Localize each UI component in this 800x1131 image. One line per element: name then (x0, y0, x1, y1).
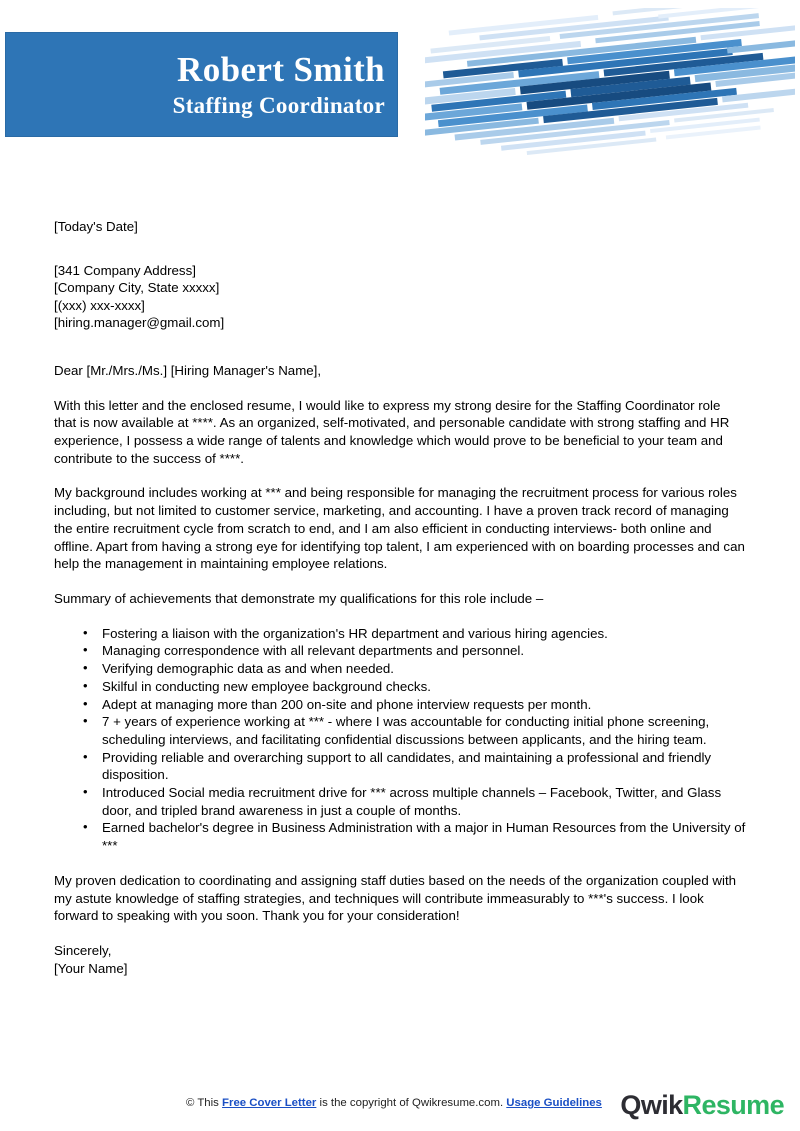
free-cover-letter-link[interactable]: Free Cover Letter (222, 1097, 317, 1109)
candidate-name: Robert Smith (177, 49, 385, 89)
paragraph-closing: My proven dedication to coordinating and assigning staff duties based on the needs of the organization coupled with my astute knowledge of staffing strategies, and techniques will contribute immeasurably to ***'s success. I look forward to speaking with you soon. Thank you for your consideration! (54, 872, 737, 924)
logo-text-resume: Resume (682, 1090, 784, 1120)
paragraph-background: My background includes working at *** and being responsible for managing the recruitment process for various roles including, but not limited to customer service, marketing, and accounting. I have a proven track record of managing the entire recruitment cycle from scratch to end, and I am also efficient in conducting interviews- both online and offline. Apart from having a strong eye for identifying top talent, I am experienced with on boarding processes and can help the management in maintaining employee relations. (54, 485, 745, 572)
copyright-prefix: © This (186, 1097, 223, 1109)
list-item: • Adept at managing more than 200 on-site and phone interview requests per month. (54, 696, 746, 714)
list-item: • Providing reliable and overarching support to all candidates, and maintaining a professional and friendly disposition. (54, 749, 746, 784)
list-item: • Verifying demographic data as and when needed. (54, 660, 746, 678)
signature-placeholder: [Your Name] (54, 960, 128, 976)
date-placeholder: [Today's Date] (54, 219, 138, 234)
logo-text-qwik: Qwik (620, 1090, 683, 1120)
qwikresume-logo[interactable] (620, 1090, 784, 1121)
recipient-address-line: [341 Company Address] (54, 262, 196, 278)
copyright-notice (186, 1097, 602, 1109)
candidate-job-title: Staffing Coordinator (172, 92, 385, 118)
copyright-middle: is the copyright of Qwikresume.com. (316, 1097, 507, 1109)
usage-guidelines-link[interactable]: Usage Guidelines (506, 1097, 602, 1109)
sign-off: Sincerely, (54, 942, 112, 958)
achievements-intro: Summary of achievements that demonstrate my qualifications for this role include – (54, 591, 544, 606)
recipient-city-line: [Company City, State xxxxx] (54, 280, 220, 296)
list-item: • Fostering a liaison with the organization's HR department and various hiring agencies. (54, 625, 746, 643)
paragraph-intro: With this letter and the enclosed resume, I would like to express my strong desire for the Staffing Coordinator role that is now available at ****. As an organized, self-motivated, and personable candidate with strong staffing and HR experience, I possess a wide range of talents and knowledge which would prove to be beneficial to your team and contribute to the success of ****. (54, 397, 730, 466)
document-footer (0, 1090, 800, 1131)
recipient-phone-line: [(xxx) xxx-xxxx] (54, 297, 145, 313)
list-item: • Earned bachelor's degree in Business Administration with a major in Human Resources from the University of *** (54, 819, 746, 854)
name-title-block (5, 32, 398, 137)
achievements-list (54, 625, 746, 855)
recipient-email-line: [hiring.manager@gmail.com] (54, 315, 225, 331)
letter-body (54, 218, 746, 977)
blue-streaks-graphic (425, 8, 795, 158)
list-item: • Skilful in conducting new employee background checks. (54, 678, 746, 696)
list-item: • Managing correspondence with all relevant departments and personnel. (54, 642, 746, 660)
list-item: • Introduced Social media recruitment drive for *** across multiple channels – Facebook, Twitter, and Glass door, and tripled brand awareness in just a couple of months. (54, 784, 746, 819)
list-item: • 7 + years of experience working at *** - where I was accountable for conducting initial phone screening, scheduling interviews, and facilitating confidential discussions between applicants, and the hiring team. (54, 713, 746, 748)
document-header (0, 0, 800, 165)
salutation: Dear [Mr./Mrs./Ms.] [Hiring Manager's Name], (54, 362, 322, 378)
